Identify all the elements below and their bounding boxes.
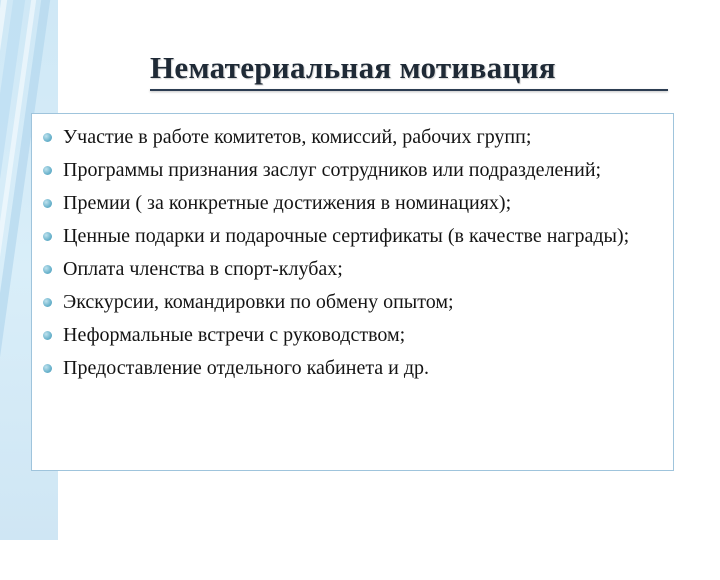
bullet-dot-icon [43,199,52,208]
bullet-item [32,124,661,150]
bullet-text: Премии ( за конкретные достижения в номинациях); [63,192,512,214]
bullet-text: Неформальные встречи с руководством; [63,324,406,346]
bullet-dot-icon [43,265,52,274]
bullet-item [32,322,661,348]
bullet-dot-icon [43,166,52,175]
bullet-dot-icon [43,133,52,142]
bullet-item [32,190,661,216]
bullet-item [32,157,661,183]
bullet-item [32,256,661,282]
bullet-text: Ценные подарки и подарочные сертификаты (в качестве награды); [63,225,630,247]
bullet-text: Экскурсии, командировки по обмену опытом; [63,291,454,313]
bullet-dot-icon [43,364,52,373]
bullet-dot-icon [43,232,52,241]
title-underline [150,89,668,91]
bullet-text: Оплата членства в спорт-клубах; [63,258,343,280]
bullet-dot-icon [43,331,52,340]
bullet-item [32,355,661,381]
bullet-dot-icon [43,298,52,307]
bullet-item [32,223,661,249]
bullet-list [32,114,673,381]
bullet-item [32,289,661,315]
bullet-text: Участие в работе комитетов, комиссий, рабочих групп; [63,126,532,148]
content-box [31,113,674,471]
bullet-text: Программы признания заслуг сотрудников или подразделений; [63,159,602,181]
slide-title: Нематериальная мотивация [150,50,556,85]
bullet-text: Предоставление отдельного кабинета и др. [63,357,430,379]
